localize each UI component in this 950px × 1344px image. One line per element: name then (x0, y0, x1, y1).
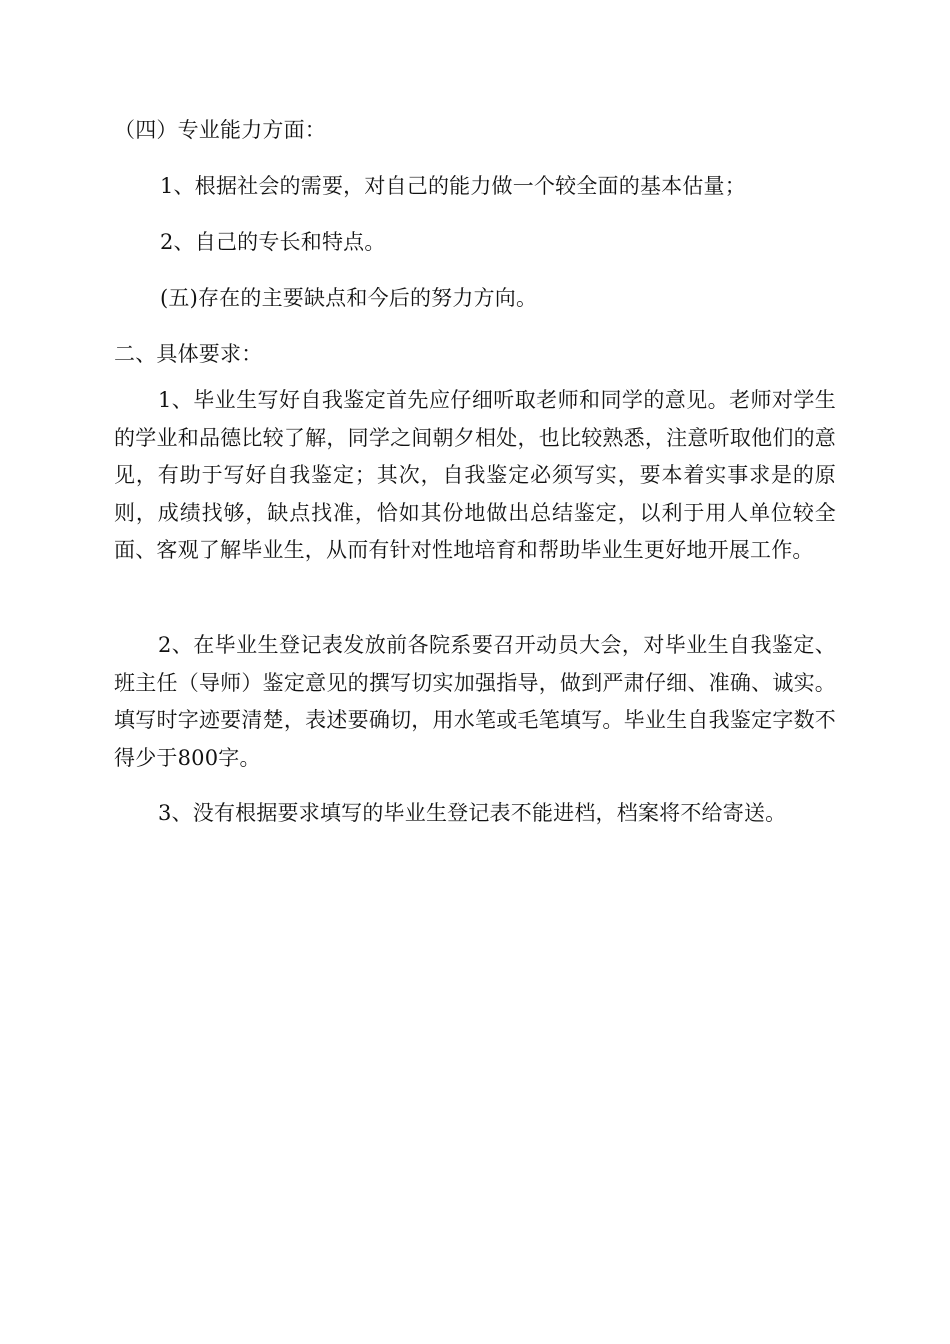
section-four-item-2: 2、自己的专长和特点。 (160, 230, 386, 254)
section-four-heading: （四）专业能力方面： (114, 118, 326, 142)
requirement-paragraph-3: 3、没有根据要求填写的毕业生登记表不能进档，档案将不给寄送。 (158, 801, 787, 825)
part-two-heading: 二、具体要求： (114, 342, 263, 366)
requirement-paragraph-1: 1、毕业生写好自我鉴定首先应仔细听取老师和同学的意见。老师对学生的学业和品德比较了解，同学之间朝夕相处，也比较熟悉，注意听取他们的意见，有助于写好自我鉴定；其次，自我鉴定必须写实，要本着实事求是的原则，成绩找够，缺点找准，恰如其份地做出总结鉴定，以利于用人单位较全面、客观了解毕业生，从而有针对性地培育和帮助毕业生更好地开展工作。 (114, 388, 836, 563)
requirement-paragraph-2: 2、在毕业生登记表发放前各院系要召开动员大会，对毕业生自我鉴定、班主任（导师）鉴定意见的撰写切实加强指导，做到严肃仔细、准确、诚实。填写时字迹要清楚，表述要确切，用水笔或毛笔填写。毕业生自我鉴定字数不得少于800字。 (114, 633, 836, 770)
section-five-heading: (五)存在的主要缺点和今后的努力方向。 (160, 286, 538, 310)
section-four-item-1: 1、根据社会的需要，对自己的能力做一个较全面的基本估量； (160, 174, 746, 198)
